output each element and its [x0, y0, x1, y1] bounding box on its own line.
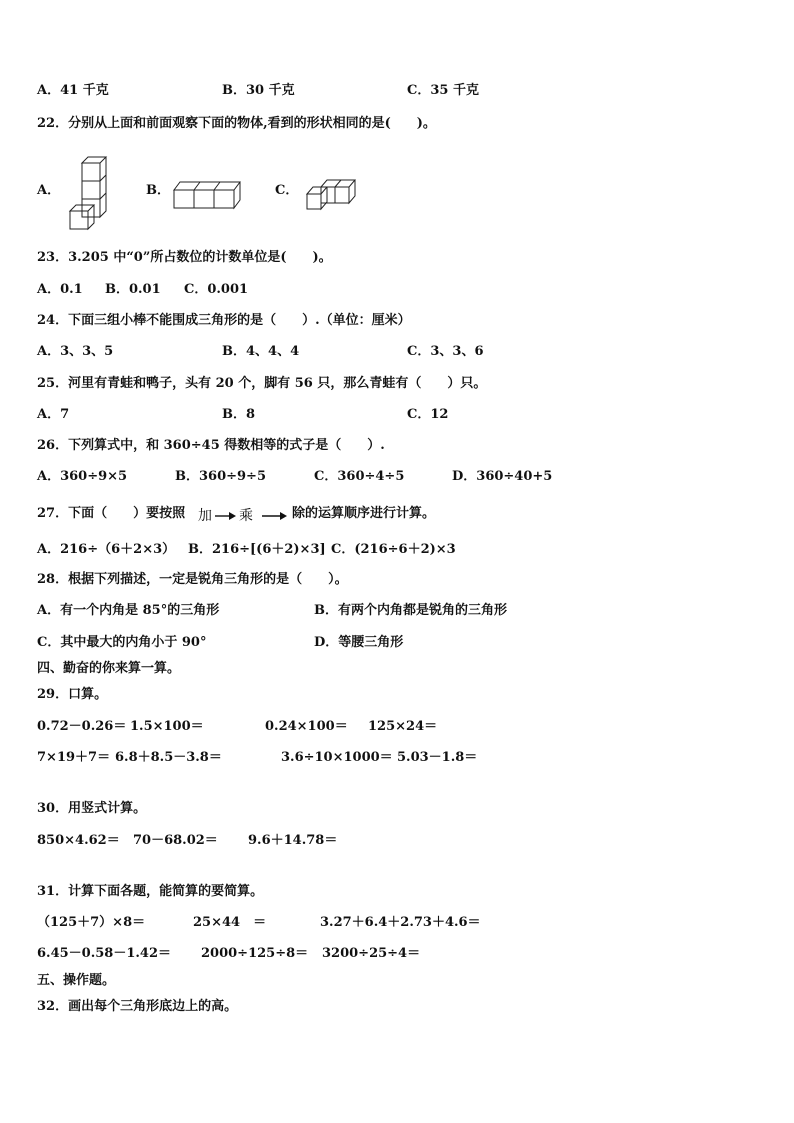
q28-option-d: D．等腰三角形: [314, 635, 404, 650]
q29-item: 125×24＝: [368, 719, 438, 734]
q30-stem: 30．用竖式计算。: [37, 801, 147, 816]
q31-stem: 31．计算下面各题，能简算的要简算。: [37, 884, 264, 899]
q26-option-d: D．360÷40+5: [452, 469, 553, 484]
q25-stem: 25．河里有青蛙和鸭子，头有 20 个，脚有 56 只，那么青蛙有（ ）只。: [37, 376, 487, 391]
stacked-cubes-figure: [68, 155, 112, 231]
q27-op-mul: 乘: [239, 508, 253, 524]
section-4-heading: 四、勤奋的你来算一算。: [37, 661, 181, 676]
q22-label-b: B．: [146, 183, 170, 198]
q29-item: 5.03－1.8＝: [397, 750, 478, 765]
arrow-right-icon: [215, 510, 237, 522]
q26-option-b: B．360÷9÷5: [175, 469, 267, 484]
q31-item: 6.45－0.58－1.42＝: [37, 946, 171, 961]
q21-option-c: C．35 千克: [407, 83, 479, 98]
q32-stem: 32．画出每个三角形底边上的高。: [37, 999, 238, 1014]
q28-stem: 28．根据下列描述，一定是锐角三角形的是（ ）。: [37, 572, 348, 587]
q24-option-a: A．3、3、5: [37, 344, 114, 359]
q23-option-a: A．0.1: [37, 282, 83, 297]
q29-item: 3.6÷10×1000＝: [281, 750, 393, 765]
q22-stem: 22．分别从上面和前面观察下面的物体,看到的形状相同的是( )。: [37, 116, 436, 131]
q21-option-b: B．30 千克: [222, 83, 295, 98]
q23-stem: 23．3.205 中“0”所占数位的计数单位是( )。: [37, 250, 332, 265]
q29-item: 7×19＋7＝: [37, 750, 111, 765]
q31-item: 3200÷25÷4＝: [322, 946, 421, 961]
q23-option-c: C．0.001: [184, 282, 249, 297]
q28-option-a: A．有一个内角是 85°的三角形: [37, 603, 220, 618]
q26-stem: 26．下列算式中，和 360÷45 得数相等的式子是（ ）.: [37, 438, 385, 453]
q25-option-c: C．12: [407, 407, 449, 422]
q31-item: 25×44 ＝: [193, 915, 267, 930]
q29-item: 6.8＋8.5－3.8＝: [115, 750, 222, 765]
q29-item: 0.72－0.26＝: [37, 719, 127, 734]
q25-option-a: A．7: [37, 407, 70, 422]
q26-option-a: A．360÷9×5: [37, 469, 128, 484]
q24-option-b: B．4、4、4: [222, 344, 300, 359]
q31-item: 3.27＋6.4＋2.73＋4.6＝: [320, 915, 481, 930]
q25-option-b: B．8: [222, 407, 256, 422]
q27-stem-start: 27．下面（ ）要按照: [37, 506, 186, 521]
arrow-right-icon: [262, 510, 288, 522]
q30-item: 70－68.02＝: [133, 833, 218, 848]
row-of-cubes-figure: [172, 177, 242, 211]
q27-option-a: A．216÷（6＋2×3）: [37, 542, 176, 557]
q23-option-b: B．0.01: [105, 282, 161, 297]
q31-item: 2000÷125÷8＝: [201, 946, 309, 961]
q22-label-a: A．: [37, 183, 61, 198]
q24-option-c: C．3、3、6: [407, 344, 484, 359]
q28-option-b: B．有两个内角都是锐角的三角形: [314, 603, 507, 618]
q27-option-c: C．(216÷6＋2)×3: [331, 542, 456, 557]
q30-item: 850×4.62＝: [37, 833, 120, 848]
q28-option-c: C．其中最大的内角小于 90°: [37, 635, 207, 650]
q22-label-c: C．: [275, 183, 299, 198]
q27-op-add: 加: [198, 508, 212, 524]
q29-item: 0.24×100＝: [265, 719, 348, 734]
q27-option-b: B．216÷[(6＋2)×3]: [188, 542, 326, 557]
q29-stem: 29．口算。: [37, 687, 108, 702]
q31-item: （125＋7）×8＝: [37, 915, 146, 930]
q26-option-c: C．360÷4÷5: [314, 469, 405, 484]
q30-item: 9.6＋14.78＝: [248, 833, 338, 848]
q21-option-a: A．41 千克: [37, 83, 109, 98]
q29-item: 1.5×100＝: [130, 719, 204, 734]
q24-stem: 24．下面三组小棒不能围成三角形的是（ ）.（单位：厘米）: [37, 313, 411, 328]
q27-stem-end: 除的运算顺序进行计算。: [292, 506, 436, 521]
section-5-heading: 五、操作题。: [37, 973, 116, 988]
staggered-cubes-figure: [303, 177, 357, 211]
